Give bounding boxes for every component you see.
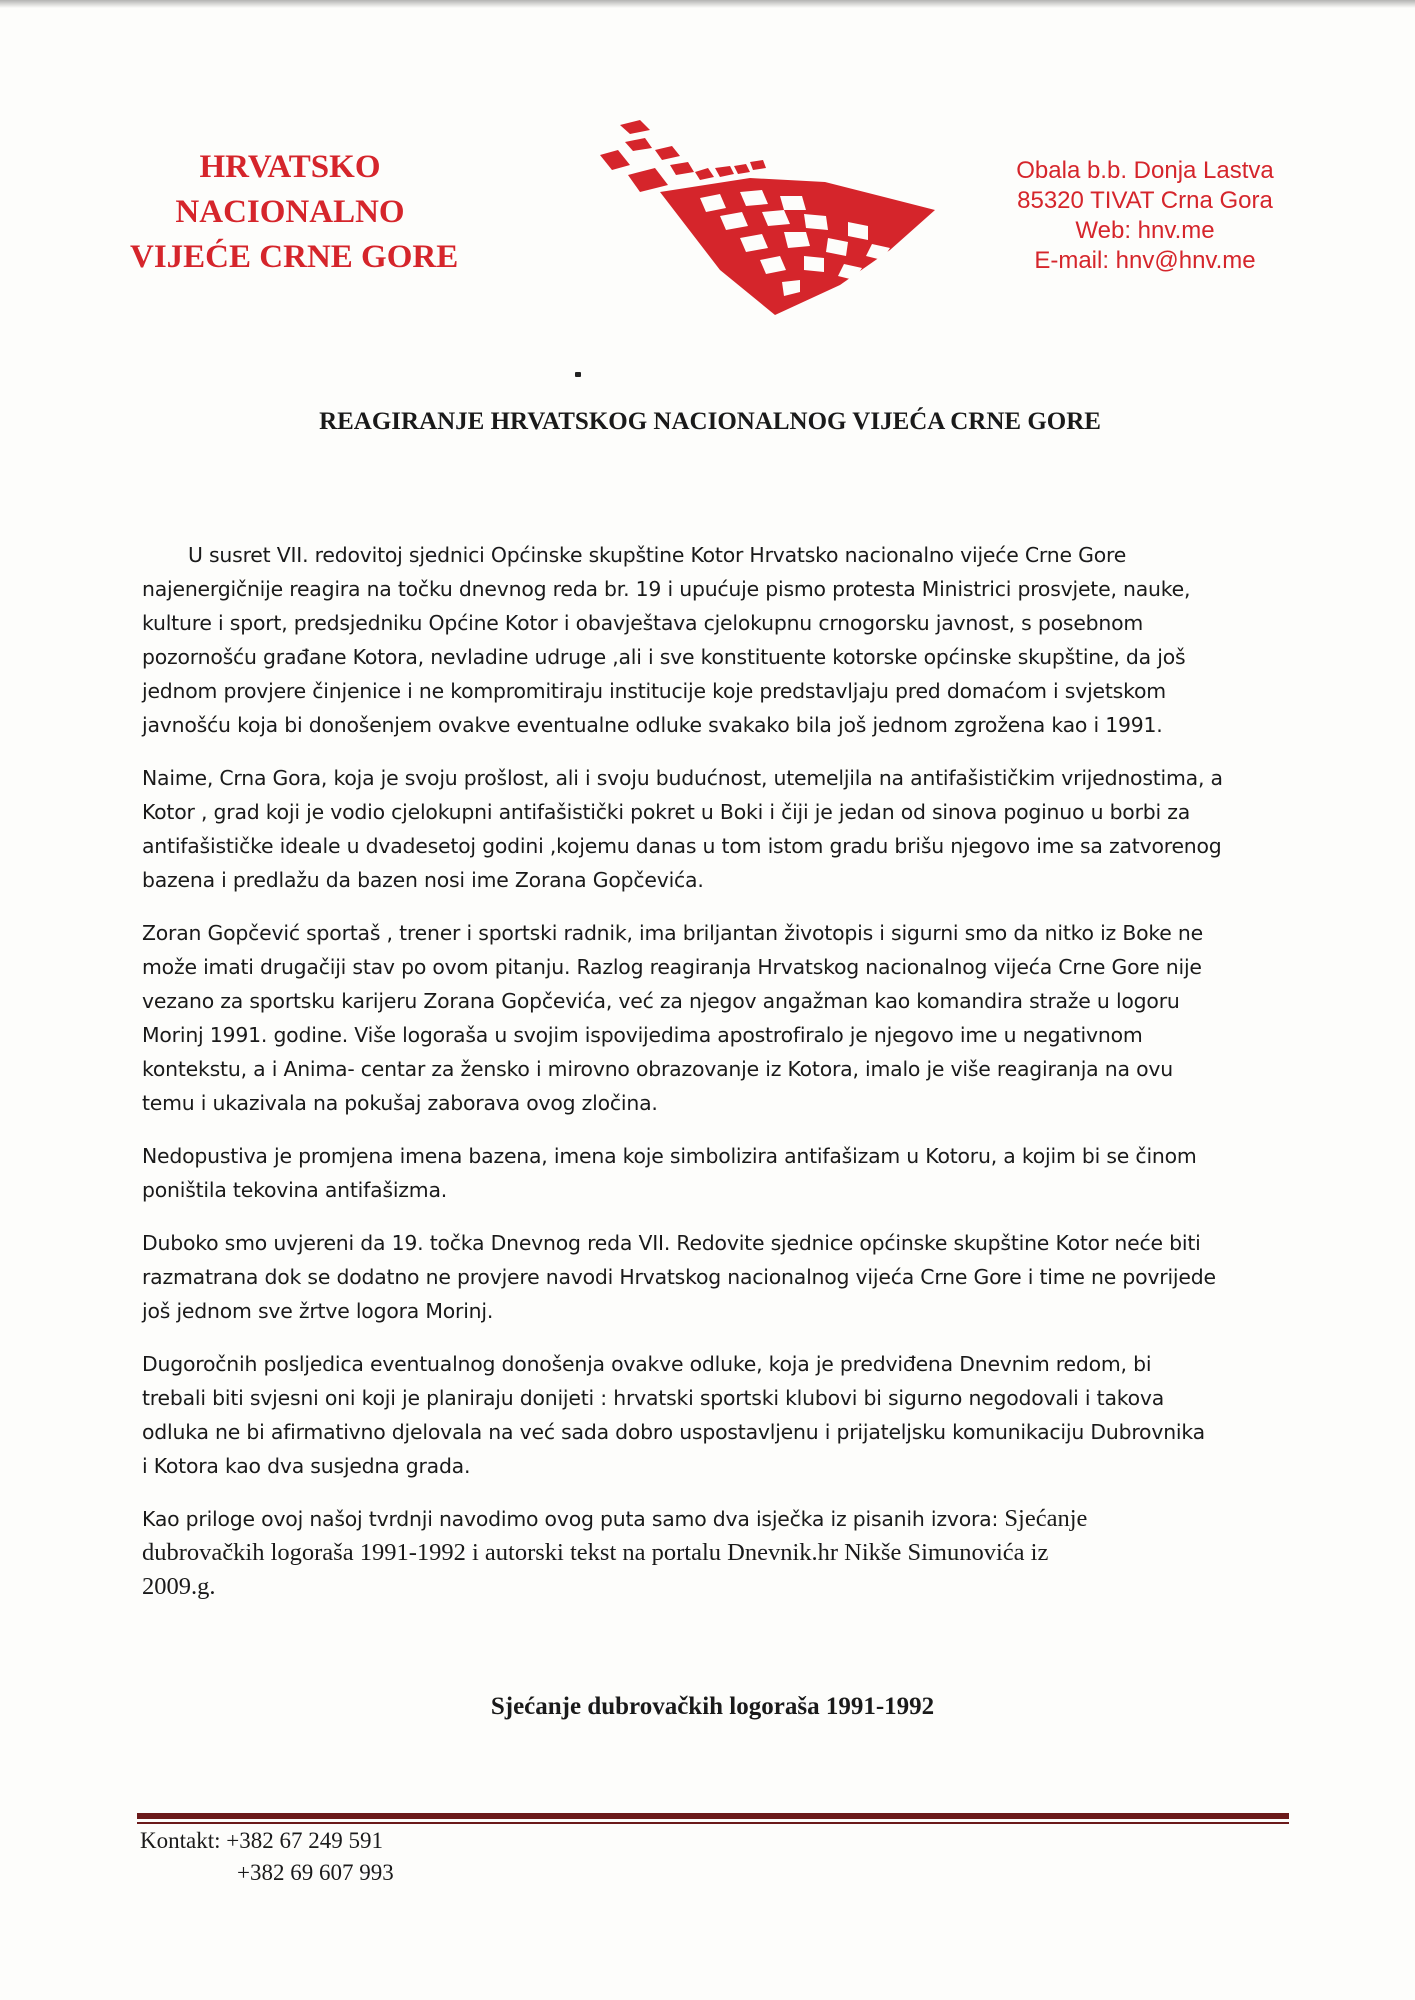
email-line: E-mail: hnv@hnv.me <box>1034 247 1256 274</box>
text-line: još jednom sve žrtve logora Morinj. <box>142 1299 494 1323</box>
text-line: bazena i predlažu da bazen nosi ime Zorana Gopčevića. <box>142 868 704 892</box>
text-line: Dugoročnih posljedica eventualnog donošenja ovakve odluke, koja je predviđena Dnevnim redom, bi <box>142 1352 1152 1376</box>
org-name-line: VIJEĆE CRNE GORE <box>130 239 459 275</box>
scan-edge <box>0 0 1415 8</box>
text-line: Nedopustiva je promjena imena bazena, imena koje simbolizira antifašizam u Kotoru, a kojim bi se činom <box>142 1144 1197 1168</box>
document-title: REAGIRANJE HRVATSKOG NACIONALNOG VIJEĆA CRNE GORE <box>319 408 1101 435</box>
text-line: jednom provjere činjenice i ne kompromitiraju institucije koje predstavljaju pred domaćom i svjetskom <box>142 679 1166 703</box>
footer-divider <box>137 1813 1289 1819</box>
paragraph <box>142 916 1292 1120</box>
text-line: odluka ne bi afirmativno djelovala na već sada dobro uspostavljenu i prijateljsku komunikaciju Dubrovnika <box>142 1420 1205 1444</box>
text-line: i Kotora kao dva susjedna grada. <box>142 1454 471 1478</box>
paragraph <box>142 1347 1292 1483</box>
text-line: U susret VII. redovitoj sjednici Općinske skupštine Kotor Hrvatsko nacionalno vijeće Crne Gore <box>188 543 1127 567</box>
text-line: antifašističke ideale u dvadesetoj godini ,kojemu danas u tom istom gradu brišu njegovo ime sa zatvorenog <box>142 834 1222 858</box>
text-line: Morinj 1991. godine. Više logoraša u svojim ispovijedima apostrofiralo je njegovo ime u negativnom <box>142 1023 1143 1047</box>
footer-phone-2: +382 69 607 993 <box>237 1860 394 1885</box>
text-line <box>142 1502 1292 1536</box>
postal-line: 85320 TIVAT Crna Gora <box>1017 187 1273 214</box>
text-line: kulture i sport, predsjedniku Općine Kotor i obavještava cjelokupnu crnogorsku javnost, s posebnom <box>142 611 1144 635</box>
text-line: poništila tekovina antifašizma. <box>142 1178 448 1202</box>
section-subheading: Sjećanje dubrovačkih logoraša 1991-1992 <box>490 1693 935 1720</box>
text-line: razmatrana dok se dodatno ne provjere navodi Hrvatskog nacionalnog vijeća Crne Gore i time ne povrijede <box>142 1265 1216 1289</box>
text-line: Naime, Crna Gora, koja je svoju prošlost, ali i svoju budućnost, utemeljila na antifašističkim vrijednostima, a <box>142 766 1223 790</box>
scan-speck <box>575 372 581 377</box>
text-line: dubrovačkih logoraša 1991-1992 i autorski tekst na portalu Dnevnik.hr Nikše Simunovića iz <box>142 1539 1049 1566</box>
text-line: vezano za sportsku karijeru Zorana Gopčevića, već za njegov angažman kao komandira straže u logoru <box>142 989 1180 1013</box>
text-line: Zoran Gopčević sportaš , trener i sportski radnik, ima briljantan životopis i sigurni smo da nitko iz Boke ne <box>142 921 1203 945</box>
paragraph <box>142 538 1292 742</box>
paragraph <box>142 1502 1292 1604</box>
paragraph <box>142 761 1292 897</box>
organization-name <box>130 145 459 280</box>
org-name-line: NACIONALNO <box>175 194 405 230</box>
footer-contact <box>140 1825 394 1889</box>
text-line: javnošću koja bi donošenjem ovakve eventualne odluke svakako bila još jednom zgrožena kao i 1991. <box>142 713 1163 737</box>
text-line: kontekstu, a i Anima- centar za žensko i mirovno obrazovanje iz Kotora, imalo je više reagiranja na ovu <box>142 1057 1173 1081</box>
address-line: Obala b.b. Donja Lastva <box>1016 157 1274 184</box>
text-line: trebali biti svjesni oni koji je planiraju donijeti : hrvatski sportski klubovi bi sigurno negodovali i takova <box>142 1386 1165 1410</box>
web-line: Web: hnv.me <box>1075 217 1215 244</box>
footer-phone-1: Kontakt: +382 67 249 591 <box>140 1828 383 1853</box>
text-line: pozornošću građane Kotora, nevladine udruge ,ali i sve konstituente kotorske općinske skupštine, da još <box>142 645 1186 669</box>
org-name-line: HRVATSKO <box>199 149 381 185</box>
text-fragment: Kao priloge ovoj našoj tvrdnji navodimo ovog puta samo dva isječka iz pisanih izvora: <box>142 1507 1005 1531</box>
text-line: temu i ukazivala na pokušaj zaborava ovog zločina. <box>142 1091 658 1115</box>
text-line: Kotor , grad koji je vodio cjelokupni antifašistički pokret u Boki i čiji je jedan od sinova poginuo u borbi za <box>142 800 1191 824</box>
footer-divider-thin <box>137 1822 1289 1824</box>
text-line: 2009.g. <box>142 1573 216 1600</box>
paragraph <box>142 1226 1292 1328</box>
text-line: može imati drugačiji stav po ovom pitanju. Razlog reagiranja Hrvatskog nacionalnog vijeća Crne Gore nije <box>142 955 1202 979</box>
document-body <box>142 538 1292 1623</box>
checkered-flag-logo-icon <box>600 120 950 320</box>
text-line: najenergičnije reagira na točku dnevnog reda br. 19 i upućuje pismo protesta Ministrici prosvjete, nauke, <box>142 577 1191 601</box>
header-contact-info <box>990 156 1300 276</box>
text-line: Duboko smo uvjereni da 19. točka Dnevnog reda VII. Redovite sjednice općinske skupštine Kotor neće biti <box>142 1231 1201 1255</box>
text-fragment: Sjećanje <box>1004 1505 1088 1532</box>
paragraph <box>142 1139 1292 1207</box>
